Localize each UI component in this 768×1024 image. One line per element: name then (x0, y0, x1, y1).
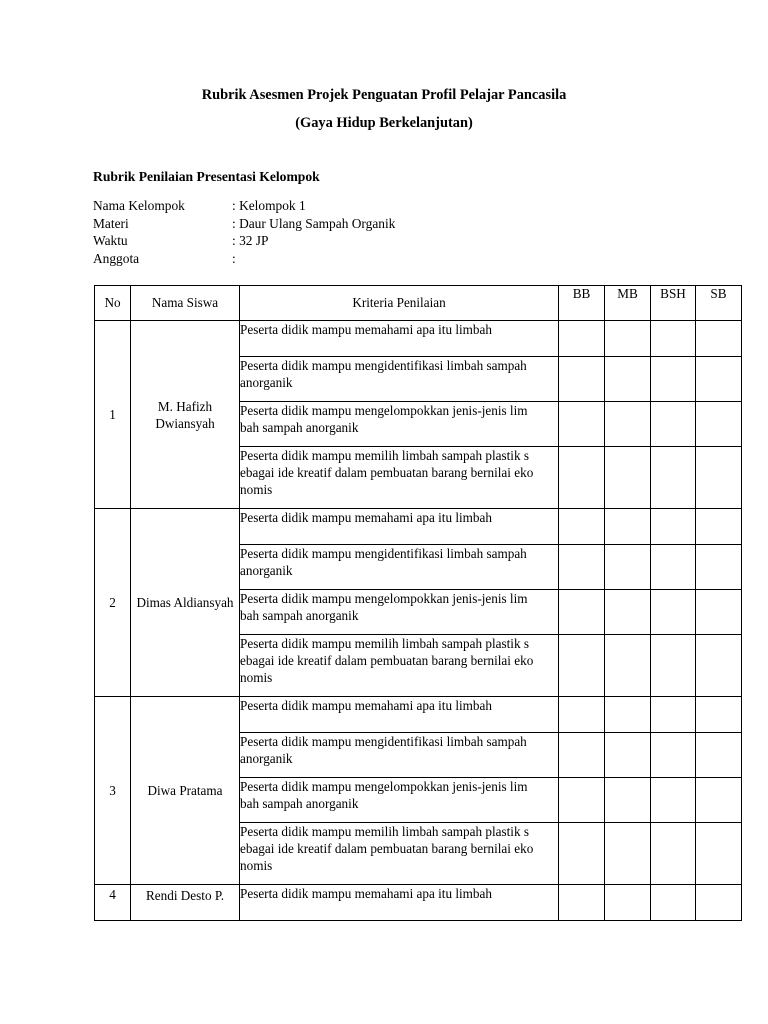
criteria-line: bah sampah anorganik (240, 608, 359, 623)
document-subtitle: (Gaya Hidup Berkelanjutan) (295, 115, 473, 131)
score-cell-mb[interactable] (605, 357, 651, 402)
info-value: : 32 JP (232, 233, 269, 248)
criteria-cell (240, 545, 559, 590)
criteria-cell (240, 635, 559, 697)
table-row (95, 509, 742, 545)
info-label: Anggota (93, 250, 140, 266)
score-cell-sb[interactable] (696, 635, 742, 697)
student-name (131, 697, 240, 885)
header-bsh: BSH (651, 286, 696, 321)
score-cell-sb[interactable] (696, 823, 742, 885)
criteria-line: nomis (240, 670, 273, 685)
score-cell-sb[interactable] (696, 402, 742, 447)
criteria-line: Peserta didik mampu mengelompokkan jenis-jenis lim (240, 591, 528, 606)
score-cell-bsh[interactable] (651, 885, 696, 921)
student-number: 4 (95, 885, 131, 921)
student-number: 1 (95, 321, 131, 509)
info-label: Nama Kelompok (93, 198, 185, 213)
score-cell-bsh[interactable] (651, 447, 696, 509)
student-number: 2 (95, 509, 131, 697)
score-cell-bsh[interactable] (651, 823, 696, 885)
score-cell-bb[interactable] (559, 733, 605, 778)
score-cell-sb[interactable] (696, 733, 742, 778)
info-value: : (232, 250, 236, 266)
score-cell-bsh[interactable] (651, 357, 696, 402)
student-name-line: M. Hafizh (157, 398, 213, 414)
score-cell-sb[interactable] (696, 509, 742, 545)
info-value: : Kelompok 1 (232, 198, 306, 213)
score-cell-bb[interactable] (559, 447, 605, 509)
score-cell-sb[interactable] (696, 357, 742, 402)
criteria-line: Peserta didik mampu memahami apa itu limbah (240, 698, 492, 713)
criteria-cell (240, 447, 559, 509)
criteria-line: Peserta didik mampu memilih limbah sampah plastik s (240, 824, 529, 839)
criteria-line: anorganik (240, 563, 293, 578)
score-cell-bsh[interactable] (651, 590, 696, 635)
score-cell-bb[interactable] (559, 402, 605, 447)
criteria-cell (240, 778, 559, 823)
criteria-line: anorganik (240, 751, 293, 766)
score-cell-mb[interactable] (605, 635, 651, 697)
score-cell-bsh[interactable] (651, 402, 696, 447)
score-cell-mb[interactable] (605, 733, 651, 778)
criteria-line: bah sampah anorganik (240, 796, 359, 811)
score-cell-mb[interactable] (605, 545, 651, 590)
student-name (131, 321, 240, 509)
table-row (95, 697, 742, 733)
criteria-cell (240, 321, 559, 357)
score-cell-mb[interactable] (605, 778, 651, 823)
score-cell-bb[interactable] (559, 321, 605, 357)
score-cell-mb[interactable] (605, 697, 651, 733)
criteria-cell (240, 402, 559, 447)
criteria-line: Peserta didik mampu memahami apa itu limbah (240, 510, 492, 525)
info-label: Waktu (93, 233, 128, 248)
score-cell-sb[interactable] (696, 885, 742, 921)
criteria-cell (240, 509, 559, 545)
info-row-time (93, 232, 395, 250)
score-cell-bb[interactable] (559, 778, 605, 823)
score-cell-bsh[interactable] (651, 733, 696, 778)
score-cell-bb[interactable] (559, 509, 605, 545)
info-row-group (93, 197, 395, 215)
score-cell-bsh[interactable] (651, 697, 696, 733)
student-name-line: Rendi Desto P. (145, 888, 225, 903)
info-row-material (93, 215, 395, 233)
criteria-cell (240, 697, 559, 733)
criteria-line: ebagai ide kreatif dalam pembuatan barang bernilai eko (240, 465, 534, 480)
criteria-cell (240, 590, 559, 635)
score-cell-mb[interactable] (605, 321, 651, 357)
criteria-line: Peserta didik mampu mengidentifikasi limbah sampah (240, 546, 527, 561)
score-cell-mb[interactable] (605, 402, 651, 447)
student-name-line: Dimas Aldiansyah (136, 595, 234, 610)
criteria-line: Peserta didik mampu memilih limbah sampah plastik s (240, 636, 529, 651)
table-row (95, 885, 742, 921)
score-cell-sb[interactable] (696, 590, 742, 635)
criteria-line: Peserta didik mampu mengelompokkan jenis-jenis lim (240, 403, 528, 418)
criteria-line: Peserta didik mampu mengidentifikasi limbah sampah (240, 358, 527, 373)
criteria-line: nomis (240, 482, 273, 497)
group-info (93, 197, 395, 267)
header-mb: MB (605, 286, 651, 321)
score-cell-mb[interactable] (605, 885, 651, 921)
header-criteria: Kriteria Penilaian (240, 286, 559, 321)
criteria-line: nomis (240, 858, 273, 873)
header-student-name: Nama Siswa (131, 286, 240, 321)
score-cell-bb[interactable] (559, 635, 605, 697)
criteria-line: Peserta didik mampu memahami apa itu limbah (240, 886, 492, 901)
student-name (131, 885, 240, 921)
score-cell-bsh[interactable] (651, 545, 696, 590)
score-cell-sb[interactable] (696, 447, 742, 509)
header-no: No (95, 286, 131, 321)
score-cell-mb[interactable] (605, 447, 651, 509)
rubric-table (94, 285, 742, 921)
info-row-members (93, 250, 395, 268)
table-header-row (95, 286, 742, 321)
header-sb: SB (696, 286, 742, 321)
criteria-cell (240, 885, 559, 921)
criteria-line: anorganik (240, 375, 293, 390)
criteria-cell (240, 823, 559, 885)
criteria-cell (240, 733, 559, 778)
criteria-line: Peserta didik mampu memahami apa itu limbah (240, 322, 492, 337)
score-cell-bsh[interactable] (651, 635, 696, 697)
score-cell-bb[interactable] (559, 590, 605, 635)
section-title: Rubrik Penilaian Presentasi Kelompok (93, 169, 320, 184)
info-value: : Daur Ulang Sampah Organik (232, 215, 396, 231)
score-cell-bb[interactable] (559, 357, 605, 402)
criteria-line: ebagai ide kreatif dalam pembuatan barang bernilai eko (240, 653, 534, 668)
score-cell-sb[interactable] (696, 321, 742, 357)
score-cell-mb[interactable] (605, 509, 651, 545)
student-name-line: Diwa Pratama (147, 783, 223, 798)
criteria-line: Peserta didik mampu memilih limbah sampah plastik s (240, 448, 529, 463)
score-cell-bb[interactable] (559, 823, 605, 885)
criteria-line: bah sampah anorganik (240, 420, 359, 435)
student-name (131, 509, 240, 697)
criteria-line: Peserta didik mampu mengidentifikasi limbah sampah (240, 734, 527, 749)
table-row (95, 321, 742, 357)
document-title: Rubrik Asesmen Projek Penguatan Profil Pelajar Pancasila (201, 87, 567, 103)
score-cell-sb[interactable] (696, 545, 742, 590)
student-name-line: Dwiansyah (155, 415, 215, 431)
score-cell-bsh[interactable] (651, 321, 696, 357)
score-cell-mb[interactable] (605, 823, 651, 885)
score-cell-bsh[interactable] (651, 509, 696, 545)
score-cell-sb[interactable] (696, 778, 742, 823)
criteria-line: ebagai ide kreatif dalam pembuatan barang bernilai eko (240, 841, 534, 856)
score-cell-mb[interactable] (605, 590, 651, 635)
score-cell-sb[interactable] (696, 697, 742, 733)
score-cell-bb[interactable] (559, 697, 605, 733)
score-cell-bb[interactable] (559, 885, 605, 921)
criteria-line: Peserta didik mampu mengelompokkan jenis-jenis lim (240, 779, 528, 794)
student-number: 3 (95, 697, 131, 885)
score-cell-bb[interactable] (559, 545, 605, 590)
header-bb: BB (559, 286, 605, 321)
criteria-cell (240, 357, 559, 402)
info-label: Materi (93, 215, 129, 231)
score-cell-bsh[interactable] (651, 778, 696, 823)
